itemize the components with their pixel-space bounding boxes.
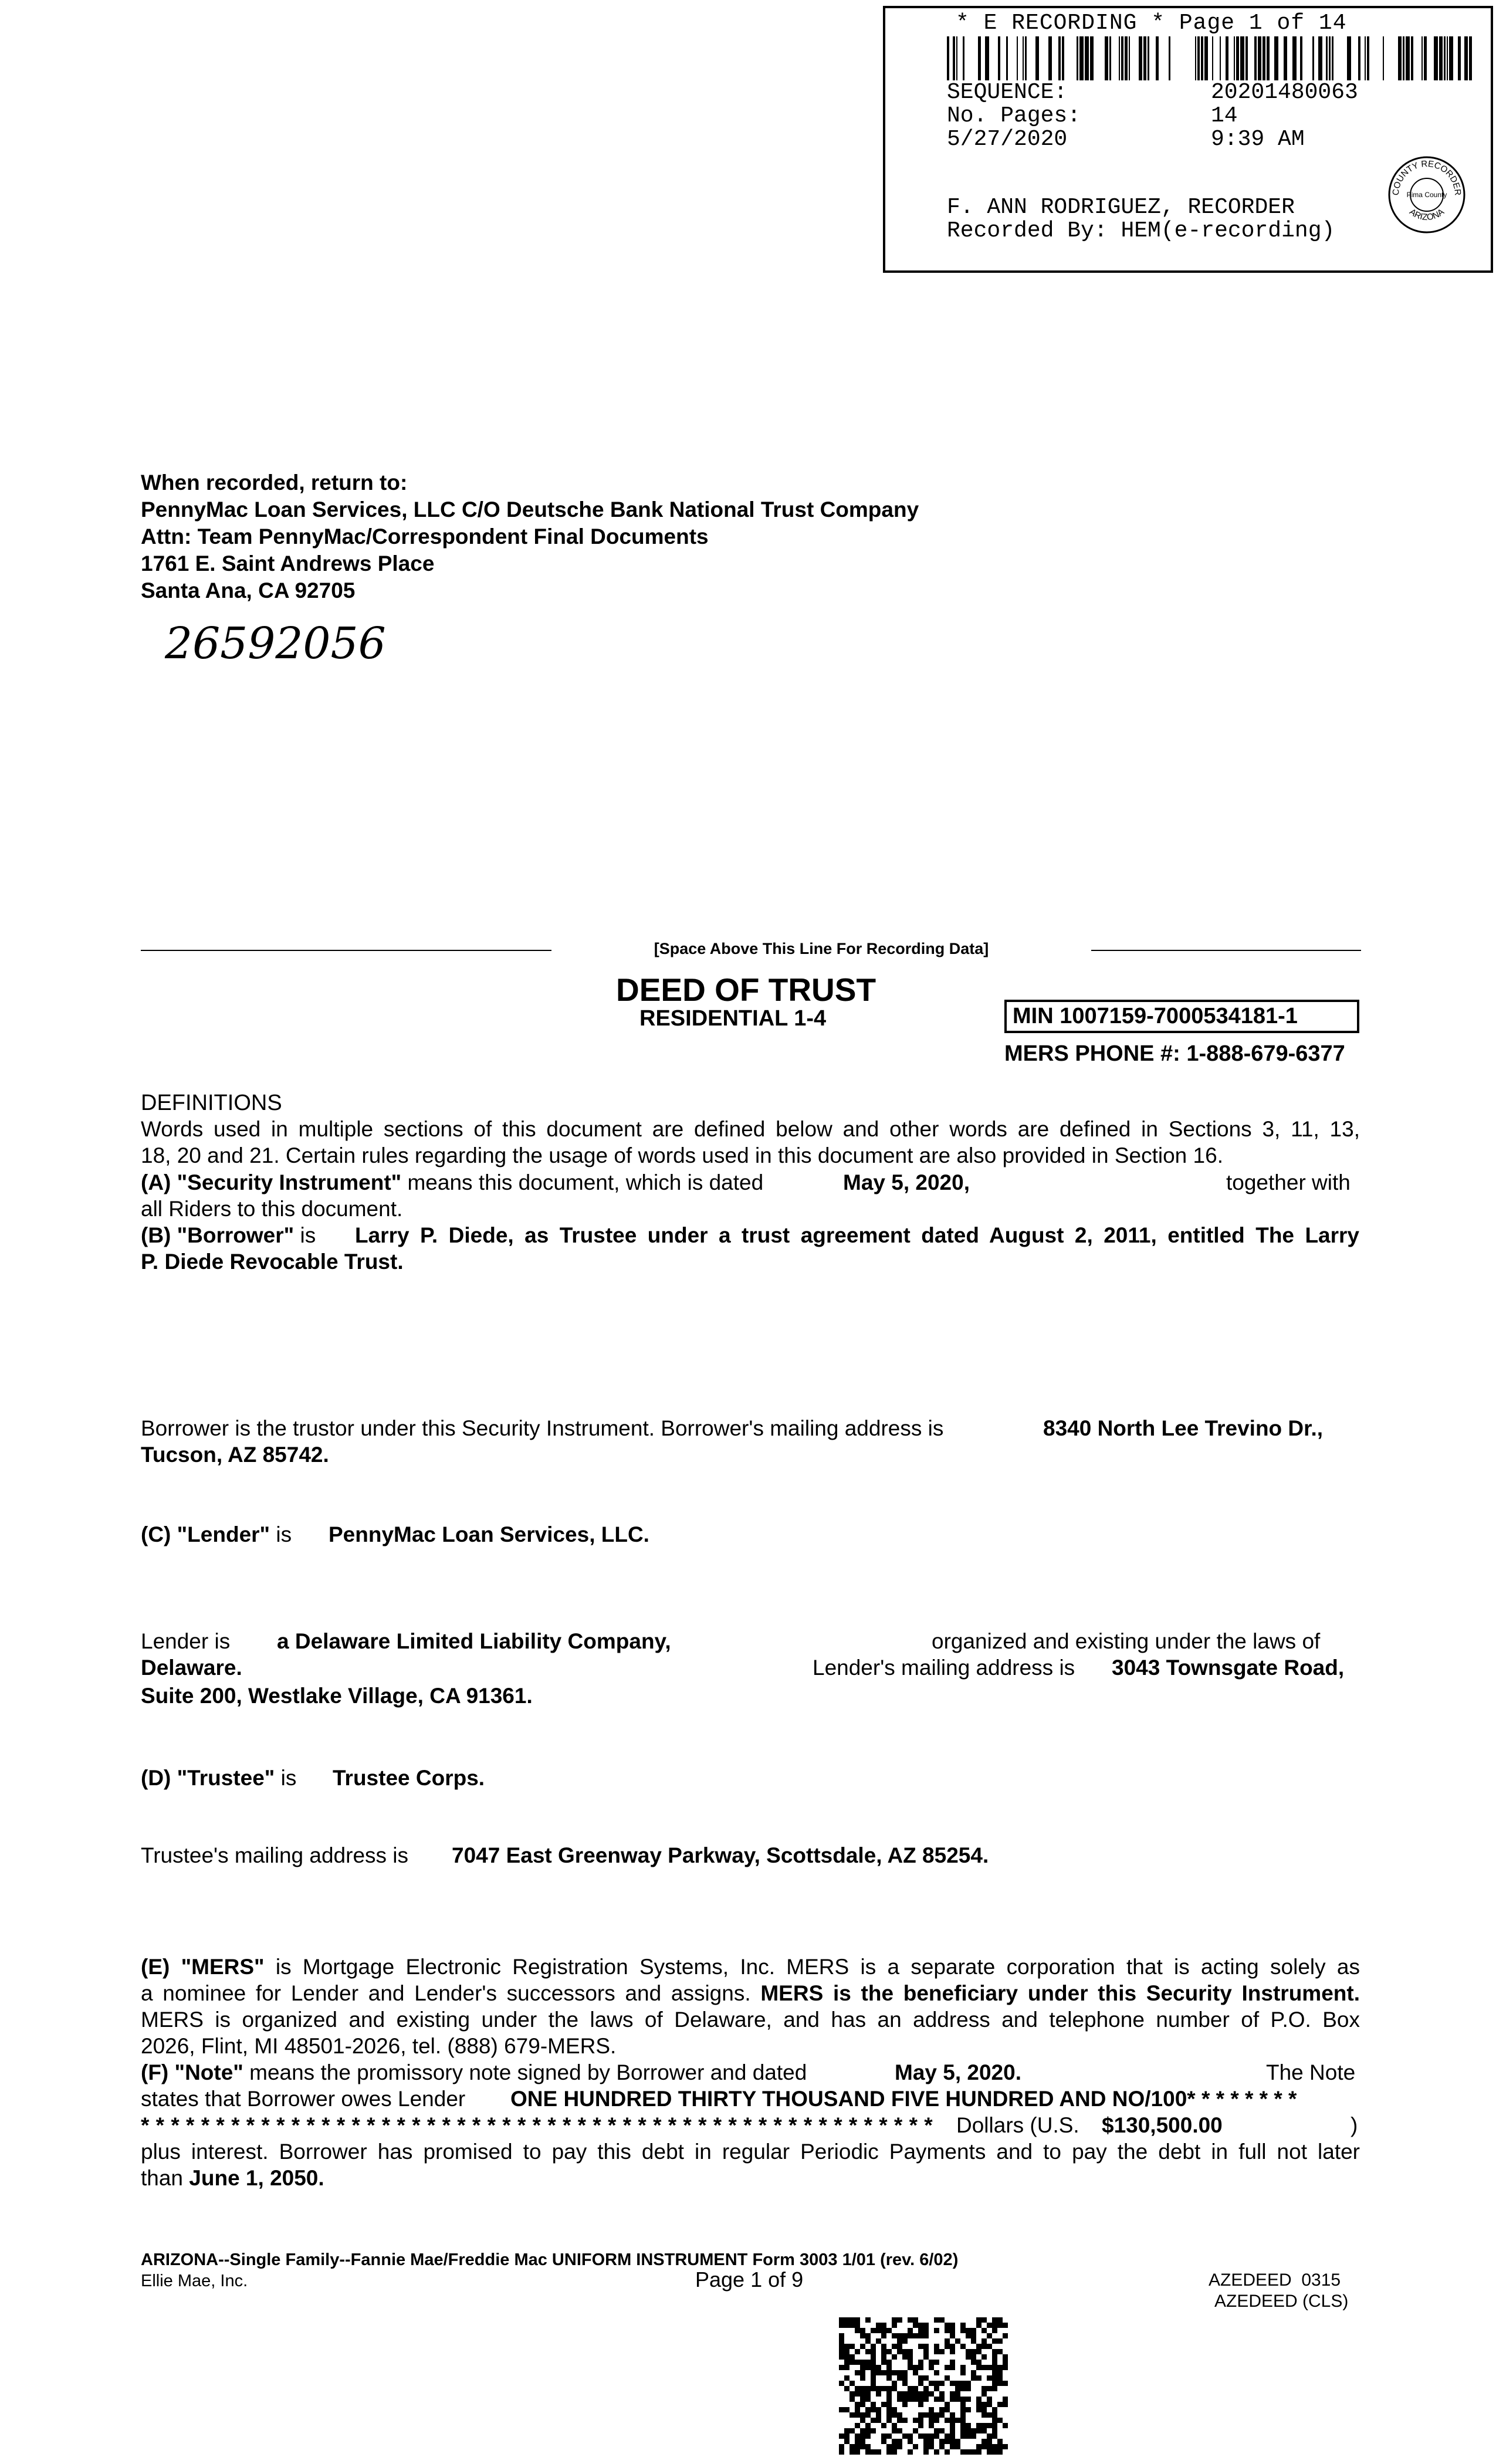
loan-amount-words bbox=[510, 2086, 1297, 2112]
barcode-icon bbox=[947, 36, 1475, 80]
recorded-by: Recorded By: HEM(e-recording) bbox=[947, 218, 1335, 243]
lender-address: Suite 200, Westlake Village, CA 91361. bbox=[141, 1684, 533, 1708]
definition-a-text: means this document, which is dated bbox=[407, 1170, 764, 1194]
recording-divider bbox=[141, 940, 1361, 957]
svg-text:ARIZONA: ARIZONA bbox=[1407, 207, 1446, 223]
maturity-date: June 1, 2050. bbox=[189, 2166, 324, 2190]
definition-a-tail: together with bbox=[1226, 1170, 1351, 1194]
pages-value: 14 bbox=[1211, 103, 1238, 128]
definition-f-line: plus interest. Borrower has promised to pay this debt in regular Periodic Payments and to pay the debt in full not later bbox=[141, 2140, 1360, 2164]
definition-e-line bbox=[141, 1980, 1360, 2006]
min-number: MIN 1007159-7000534181-1 bbox=[1004, 1000, 1359, 1033]
borrower-name: Larry P. Diede, as Trustee under a trust agreement dated August 2, 2011, entitled The Larry bbox=[355, 1223, 1359, 1247]
note-date: May 5, 2020. bbox=[895, 2060, 1021, 2084]
trustor-text: Borrower is the trustor under this Security Instrument. Borrower's mailing address is bbox=[141, 1416, 944, 1440]
borrower-address: 8340 North Lee Trevino Dr., bbox=[1043, 1416, 1324, 1440]
definition-b-is: is bbox=[300, 1223, 316, 1247]
than-label: than bbox=[141, 2166, 184, 2190]
definition-e-line: 2026, Flint, MI 48501-2026, tel. (888) 679-MERS. bbox=[141, 2034, 617, 2058]
document-subtitle: RESIDENTIAL 1-4 bbox=[639, 1006, 827, 1031]
definition-a bbox=[141, 1169, 763, 1196]
lender-name: PennyMac Loan Services, LLC. bbox=[329, 1522, 649, 1546]
definition-e-text: is Mortgage Electronic Registration Systems, Inc. MERS is a separate corporation that is acting solely as bbox=[275, 1955, 1360, 1979]
pages-label: No. Pages: bbox=[947, 103, 1081, 128]
dollars-label: Dollars (U.S. bbox=[956, 2113, 1079, 2137]
trustee-address-text: Trustee's mailing address is bbox=[141, 1843, 409, 1867]
return-to-line: Attn: Team PennyMac/Correspondent Final Documents bbox=[141, 524, 709, 549]
definition-f-text: means the promissory note signed by Borrower and dated bbox=[249, 2060, 807, 2084]
definition-f-tail: The Note bbox=[1266, 2060, 1356, 2084]
trustee-name: Trustee Corps. bbox=[333, 1766, 485, 1790]
return-to-line: 1761 E. Saint Andrews Place bbox=[141, 551, 435, 576]
definition-e-text: a nominee for Lender and Lender's successors and assigns. bbox=[141, 1981, 751, 2005]
definition-a-line2: all Riders to this document. bbox=[141, 1197, 403, 1221]
definition-d bbox=[141, 1765, 296, 1791]
definition-f-label: (F) "Note" bbox=[141, 2060, 243, 2084]
recorder-name: F. ANN RODRIGUEZ, RECORDER bbox=[947, 195, 1295, 220]
definition-e-label: (E) "MERS" bbox=[141, 1955, 265, 1979]
county-seal-icon bbox=[1386, 154, 1468, 236]
svg-text:Pima County: Pima County bbox=[1406, 191, 1447, 199]
svg-text:26592056: 26592056 bbox=[165, 618, 386, 669]
return-to-line: When recorded, return to: bbox=[141, 471, 408, 495]
definition-c-label: (C) "Lender" bbox=[141, 1522, 270, 1546]
security-instrument-date: May 5, 2020, bbox=[843, 1170, 970, 1194]
svg-text:COUNTY RECORDER: COUNTY RECORDER bbox=[1390, 158, 1463, 196]
amount-stars: * * * * * * * * * * * * * * * * * * * * * * * * * * * * * * * * * * * * * * * * * * * * * * * * * * * * * bbox=[141, 2113, 933, 2137]
lender-is: Lender is bbox=[141, 1629, 231, 1653]
document-title: DEED OF TRUST bbox=[616, 972, 876, 1008]
borrower-name: P. Diede Revocable Trust. bbox=[141, 1250, 404, 1274]
definitions-intro: 18, 20 and 21. Certain rules regarding the usage of words used in this document are also provided in Section 16. bbox=[141, 1143, 1223, 1167]
borrower-address: Tucson, AZ 85742. bbox=[141, 1443, 329, 1467]
amount-stars: * * * * * * * * bbox=[1187, 2087, 1297, 2111]
definition-e-line: MERS is organized and existing under the laws of Delaware, and has an address and telephone number of P.O. Box bbox=[141, 2008, 1360, 2032]
handwritten-number bbox=[161, 610, 408, 675]
form-code: AZEDEED 0315 bbox=[1209, 2270, 1341, 2290]
dollars-close: ) bbox=[1351, 2113, 1358, 2137]
definition-c bbox=[141, 1521, 292, 1548]
form-title: ARIZONA--Single Family--Fannie Mae/Freddie Mac UNIFORM INSTRUMENT Form 3003 1/01 (rev. 6/02) bbox=[141, 2250, 959, 2269]
definition-d-label: (D) "Trustee" bbox=[141, 1766, 275, 1790]
definition-e-line bbox=[141, 1954, 1360, 1980]
sequence-label: SEQUENCE: bbox=[947, 80, 1068, 105]
lender-org: organized and existing under the laws of bbox=[932, 1629, 1321, 1653]
recording-stamp bbox=[883, 6, 1493, 273]
definition-b bbox=[141, 1222, 316, 1248]
definition-b-label: (B) "Borrower" bbox=[141, 1223, 295, 1247]
lender-type: a Delaware Limited Liability Company, bbox=[277, 1629, 671, 1653]
lender-state: Delaware. bbox=[141, 1656, 242, 1680]
sequence-value: 20201480063 bbox=[1211, 80, 1358, 105]
trustee-address: 7047 East Greenway Parkway, Scottsdale, AZ 85254. bbox=[452, 1843, 989, 1867]
space-above-label: [Space Above This Line For Recording Data] bbox=[654, 940, 989, 957]
loan-amount: $130,500.00 bbox=[1102, 2113, 1223, 2137]
qr-code-icon bbox=[839, 2317, 1012, 2458]
definition-d-is: is bbox=[280, 1766, 297, 1790]
form-code: AZEDEED (CLS) bbox=[1214, 2292, 1349, 2311]
mers-beneficiary: MERS is the beneficiary under this Security Instrument. bbox=[760, 1981, 1360, 2005]
definition-f-line bbox=[141, 2165, 324, 2191]
definition-a-label: (A) "Security Instrument" bbox=[141, 1170, 402, 1194]
recording-date: 5/27/2020 bbox=[947, 127, 1068, 152]
definition-f bbox=[141, 2059, 807, 2086]
recording-header: * E RECORDING * Page 1 of 14 bbox=[956, 11, 1347, 36]
definition-c-is: is bbox=[276, 1522, 292, 1546]
lender-address: 3043 Townsgate Road, bbox=[1112, 1656, 1345, 1680]
vendor-name: Ellie Mae, Inc. bbox=[141, 2272, 248, 2290]
definition-f-owes: states that Borrower owes Lender bbox=[141, 2087, 466, 2111]
mers-phone: MERS PHONE #: 1-888-679-6377 bbox=[1004, 1041, 1345, 1066]
return-to-block bbox=[141, 469, 919, 604]
definitions-heading: DEFINITIONS bbox=[141, 1091, 282, 1115]
definitions-intro: Words used in multiple sections of this document are defined below and other words are defined in Sections 3, 11, 13, bbox=[141, 1117, 1360, 1141]
lender-address-text: Lender's mailing address is bbox=[813, 1656, 1075, 1680]
return-to-line: Santa Ana, CA 92705 bbox=[141, 578, 356, 603]
amount-words: ONE HUNDRED THIRTY THOUSAND FIVE HUNDRED AND NO/100 bbox=[510, 2087, 1187, 2111]
page-number: Page 1 of 9 bbox=[695, 2267, 804, 2292]
recording-time: 9:39 AM bbox=[1211, 127, 1305, 152]
return-to-line: PennyMac Loan Services, LLC C/O Deutsche Bank National Trust Company bbox=[141, 497, 919, 522]
